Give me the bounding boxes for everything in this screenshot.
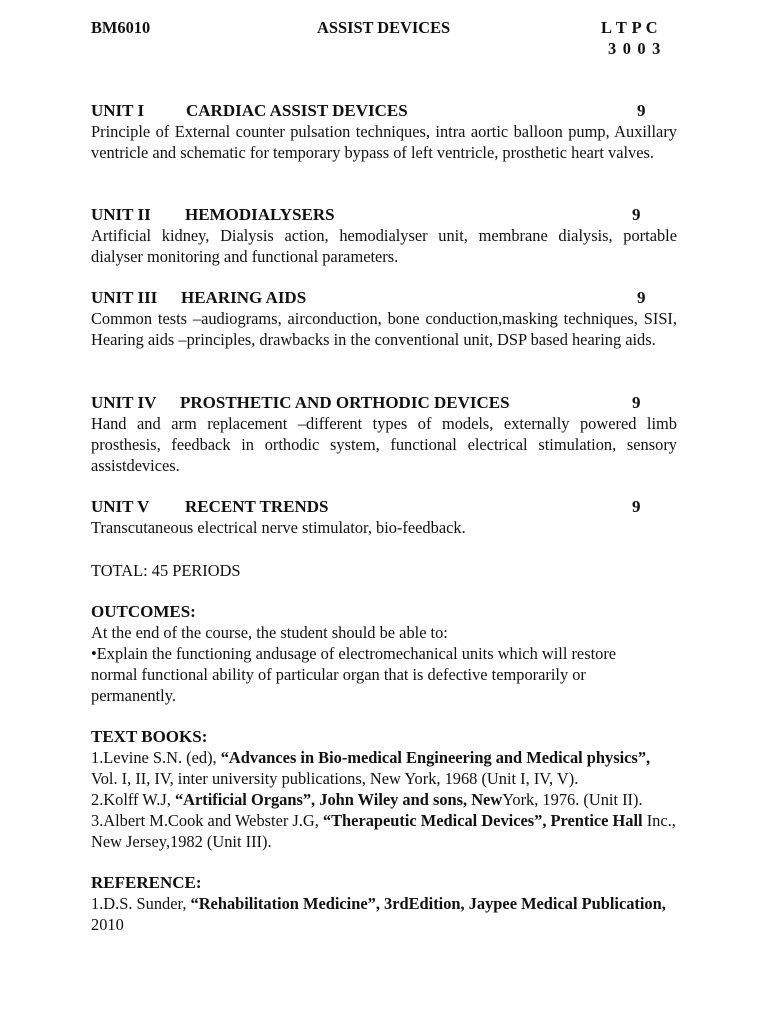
unit-title: CARDIAC ASSIST DEVICES [186,101,408,120]
unit-hours: 9 [632,497,641,516]
text-books-section [91,726,677,852]
reference-author: 1.D.S. Sunder, [91,894,191,913]
total-periods [91,560,677,581]
text-book-item [91,747,677,789]
reference-section [91,872,677,935]
course-header [91,17,677,61]
unit-description: Transcutaneous electrical nerve stimulator, bio-feedback. [91,518,466,537]
reference-title: “Rehabilitation Medicine”, 3rdEdition, Jaypee Medical Publication, [190,894,666,913]
unit-description: Artificial kidney, Dialysis action, hemodialyser unit, membrane dialysis, portable dialyser monitoring and functional parameters. [91,226,677,266]
reference-details: 2010 [91,915,124,934]
unit-number: UNIT II [91,205,151,224]
text-book-author: 2.Kolff W.J, [91,790,175,809]
unit-title: PROSTHETIC AND ORTHODIC DEVICES [180,393,510,412]
unit-heading [91,100,677,121]
outcome-item: •Explain the functioning andusage of electromechanical units which will restore normal functional ability of particular organ that is defective temporarily or permanently. [91,644,617,705]
text-book-details: York, 1976. (Unit II). [502,790,643,809]
ltpc-values: 3 0 0 3 [608,39,662,58]
text-book-author: 3.Albert M.Cook and Webster J.G, [91,811,323,830]
course-title: ASSIST DEVICES [317,18,451,37]
unit-description: Common tests –audiograms, airconduction, bone conduction,masking techniques, SISI, Hearing aids –principles, drawbacks in the conventional unit, DSP based hearing aids. [91,309,677,349]
unit-hours: 9 [632,205,641,224]
total-periods-text: TOTAL: 45 PERIODS [91,561,241,580]
unit-number: UNIT IV [91,393,157,412]
unit-hours: 9 [637,101,646,120]
unit-section [91,287,677,350]
unit-title: HEARING AIDS [181,288,307,307]
unit-hours: 9 [637,288,646,307]
text-book-details: Vol. I, II, IV, inter university publications, New York, 1968 (Unit I, IV, V). [91,769,579,788]
text-book-item [91,789,677,810]
outcomes-intro: At the end of the course, the student should be able to: [91,623,448,642]
unit-description: Principle of External counter pulsation techniques, intra aortic balloon pump, Auxillary ventricle and schematic for temporary bypass of left ventricle, prosthetic heart valves. [91,122,677,162]
reference-heading: REFERENCE: [91,873,202,892]
outcomes-section [91,601,677,706]
reference-item [91,893,677,935]
unit-description: Hand and arm replacement –different types of models, externally powered limb prosthesis, feedback in orthodic system, functional electrical stimulation, sensory assistdevices. [91,414,677,475]
unit-heading [91,496,677,517]
unit-heading [91,392,677,413]
unit-heading [91,204,677,225]
unit-title: RECENT TRENDS [185,497,329,516]
text-book-details: Inc., New Jersey,1982 (Unit III). [91,811,676,851]
unit-section [91,100,677,163]
unit-section [91,392,677,476]
text-books-heading: TEXT BOOKS: [91,727,208,746]
text-book-author: 1.Levine S.N. (ed), [91,748,221,767]
text-book-title: “Advances in Bio-medical Engineering and Medical physics”, [220,748,651,767]
course-code: BM6010 [91,18,151,37]
unit-title: HEMODIALYSERS [185,205,335,224]
ltpc-label: L T P C [601,18,659,37]
unit-number: UNIT III [91,288,158,307]
unit-number: UNIT I [91,101,145,120]
text-book-item [91,810,677,852]
unit-section [91,496,677,538]
unit-section [91,204,677,267]
unit-heading [91,287,677,308]
unit-number: UNIT V [91,497,150,516]
outcomes-heading: OUTCOMES: [91,602,196,621]
unit-hours: 9 [632,393,641,412]
text-book-title: “Therapeutic Medical Devices”, Prentice Hall [322,811,643,830]
text-book-title: “Artificial Organs”, John Wiley and sons, New [174,790,503,809]
